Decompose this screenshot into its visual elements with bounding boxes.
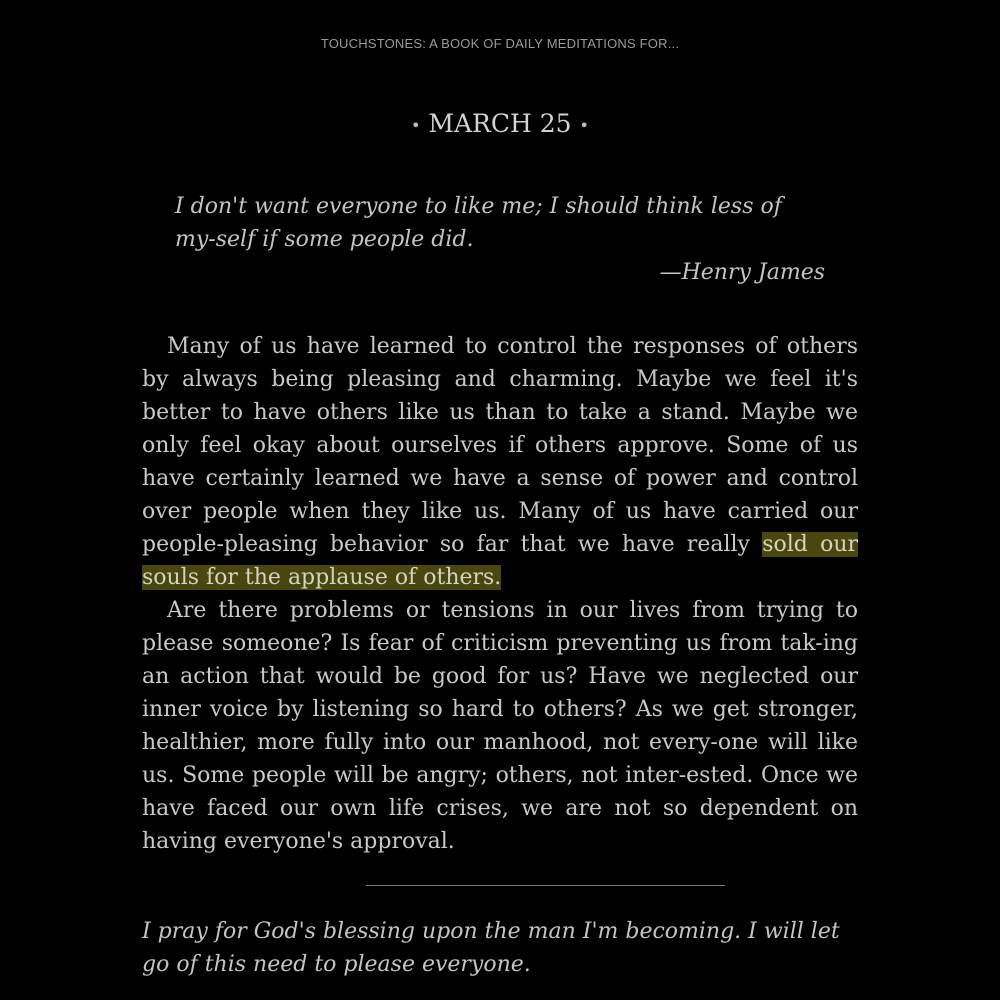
book-title[interactable]: TOUCHSTONES: A BOOK OF DAILY MEDITATIONS FOR...: [320, 36, 680, 51]
epigraph-quote[interactable]: I don't want everyone to like me; I should think less of my-self if some people did.: [175, 194, 782, 252]
paragraph-2[interactable]: Are there problems or tensions in our lives from trying to please someone? Is fear of criticism preventing us from tak-ing an action that would be good for us? Have we neglected our inner voice by listening so hard to others? As we get stronger, healthier, more fully into our manhood, not every-one will like us. Some people will be angry; others, not inter-ested. Once we have faced our own life crises, we are not so dependent on having everyone's approval.: [142, 598, 858, 854]
closing-prayer[interactable]: I pray for God's blessing upon the man I'm becoming. I will let go of this need to please everyone.: [142, 919, 840, 977]
epigraph-author[interactable]: —Henry James: [659, 260, 825, 285]
date-heading: [0, 109, 1000, 138]
paragraph-1[interactable]: [142, 330, 858, 594]
bullet-left-icon: •: [411, 116, 421, 135]
date-text: MARCH 25: [428, 109, 572, 138]
bullet-right-icon: •: [579, 116, 589, 135]
paragraph-1-text[interactable]: Many of us have learned to control the responses of others by always being pleasing and charming. Maybe we feel it's better to have others like us than to take a stand. Maybe we only feel okay about ourselves if others approve. Some of us have certainly learned we have a sense of power and control over people when they like us. Many of us have carried our people-pleasing behavior so far that we have really: [142, 334, 858, 557]
highlighted-passage[interactable]: sold our souls for the applause of others.: [142, 532, 859, 590]
section-divider: [366, 885, 725, 886]
meditation-body: [142, 330, 858, 858]
